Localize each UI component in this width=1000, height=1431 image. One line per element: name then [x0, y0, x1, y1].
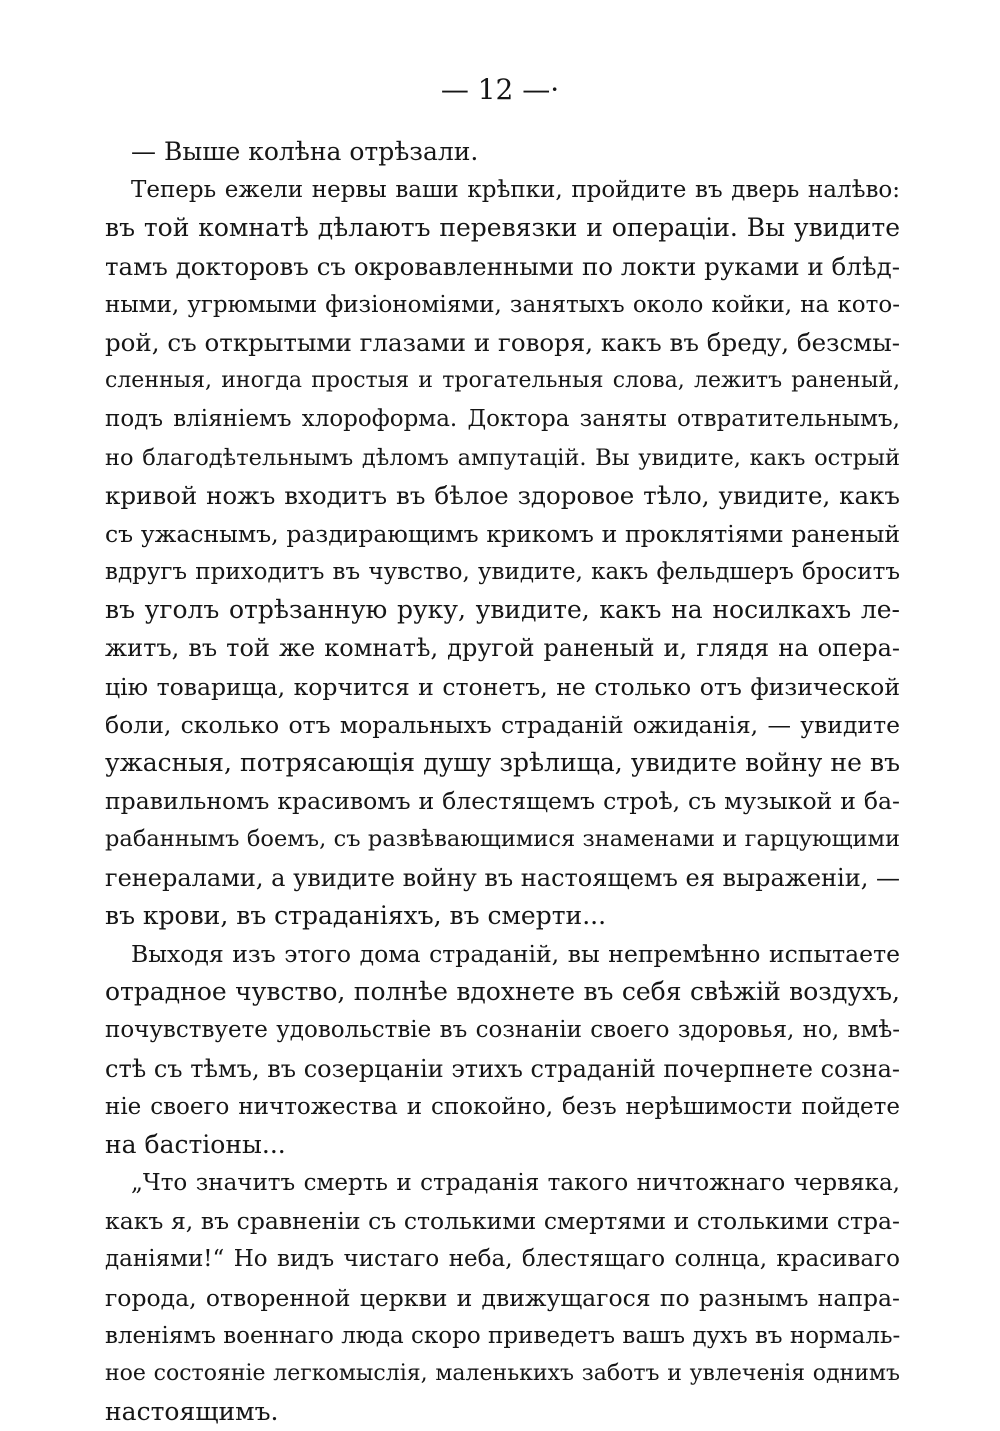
text-line: вленіямъ военнаго люда скоро приведетъ вашъ духъ въ нормаль-	[105, 1322, 900, 1349]
text-line: даніями!“ Но видъ чистаго неба, блестящаго солнца, красиваго	[105, 1246, 900, 1273]
text-line: „Что значитъ смерть и страданія такого ничтожнаго червяка,	[131, 1170, 900, 1197]
text-line: ное состояніе легкомыслія, маленькихъ заботъ и увлеченія однимъ	[105, 1361, 900, 1386]
text-line: подъ вліяніемъ хлороформа. Доктора заняты отвратительнымъ,	[105, 406, 900, 433]
text-line: рой, съ открытыми глазами и говоря, какъ въ бреду, безсмы-	[105, 327, 900, 357]
text-line: тамъ докторовъ съ окровавленными по локти руками и блѣд-	[105, 251, 900, 281]
text-line: рабаннымъ боемъ, съ развѣвающимися знаменами и гарцующими	[105, 826, 900, 853]
text-line: Выходя изъ этого дома страданій, вы непремѣнно испытаете	[131, 939, 900, 968]
text-line: боли, сколько отъ моральныхъ страданій ожиданія, — увидите	[105, 710, 900, 739]
text-line: правильномъ красивомъ и блестящемъ строѣ, съ музыкой и ба-	[105, 787, 900, 816]
text-line: Теперь ежели нервы ваши крѣпки, пройдите въ дверь налѣво:	[131, 177, 900, 204]
text-line: на бастіоны...	[105, 1129, 286, 1159]
text-line: въ крови, въ страданіяхъ, въ смерти...	[105, 900, 607, 930]
text-line: настоящимъ.	[105, 1397, 279, 1427]
text-line: житъ, въ той же комнатѣ, другой раненый и, глядя на опера-	[105, 634, 900, 663]
text-line: — Выше колѣна отрѣзали.	[131, 137, 479, 166]
text-line: стѣ съ тѣмъ, въ созерцаніи этихъ страданій почерпнете созна-	[105, 1054, 900, 1083]
text-line: въ уголъ отрѣзанную руку, увидите, какъ на носилкахъ ле-	[105, 595, 900, 625]
text-line: генералами, а увидите войну въ настоящемъ ея выраженіи, —	[105, 863, 900, 892]
text-line: кривой ножъ входитъ въ бѣлое здоровое тѣло, увидите, какъ	[105, 480, 900, 510]
text-line: ужасныя, потрясающія душу зрѣлища, увидите войну не въ	[105, 748, 900, 777]
text-line: отрадное чувство, полнѣе вдохнете въ себя свѣжій воздухъ,	[105, 977, 900, 1007]
text-line: въ той комнатѣ дѣлаютъ перевязки и операціи. Вы увидите	[105, 213, 900, 243]
text-line: ными, угрюмыми физіономіями, занятыхъ около койки, на кото-	[105, 291, 900, 318]
text-line: почувствуете удовольствіе въ сознаніи своего здоровья, но, вмѣ-	[105, 1017, 900, 1044]
body-text	[105, 133, 900, 1431]
text-line: сленныя, иногда простыя и трогательныя слова, лежитъ раненый,	[105, 368, 900, 394]
text-line: съ ужаснымъ, раздирающимъ крикомъ и проклятіями раненый	[105, 519, 900, 548]
text-line: ніе своего ничтожества и спокойно, безъ нерѣшимости пойдете	[105, 1093, 900, 1120]
text-line: цію товарища, корчится и стонетъ, не столько отъ физической	[105, 672, 900, 701]
text-line: города, отворенной церкви и движущагося по разнымъ напра-	[105, 1283, 900, 1312]
text-line: вдругъ приходитъ въ чувство, увидите, какъ фельдшеръ броситъ	[105, 559, 900, 586]
text-line: какъ я, въ сравненіи съ столькими смертями и столькими стра-	[105, 1207, 900, 1236]
page-number: — 12 —·	[440, 73, 560, 106]
text-line: но благодѣтельнымъ дѣломъ ампутацій. Вы увидите, какъ острый	[105, 444, 900, 471]
